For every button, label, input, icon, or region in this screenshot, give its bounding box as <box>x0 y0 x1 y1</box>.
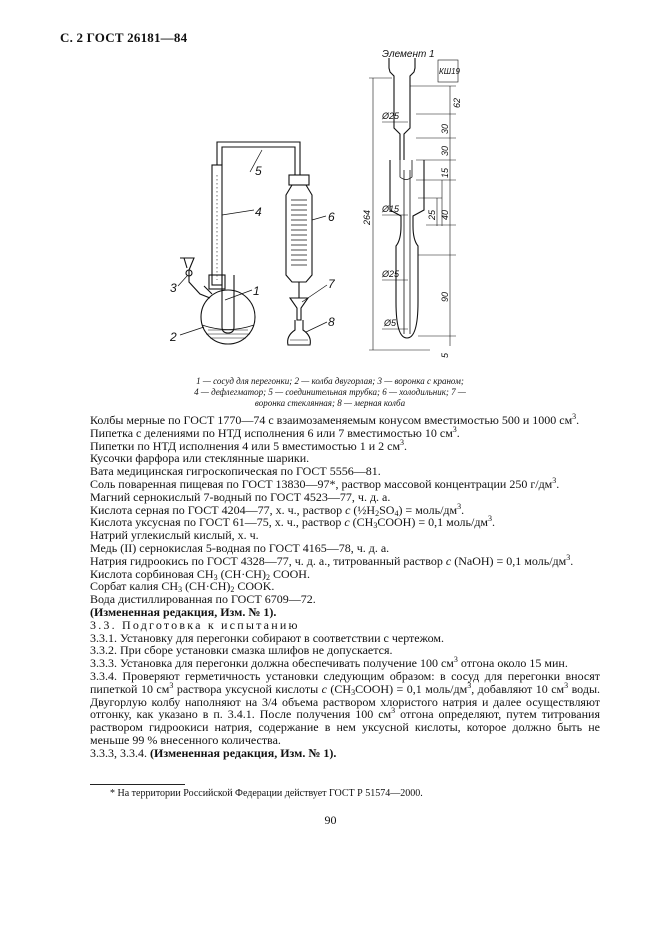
dim-d15: Ø15 <box>382 204 400 214</box>
measuring-flask <box>288 320 311 345</box>
text-line: Кусочки фарфора или стеклянные шарики. <box>90 451 310 466</box>
element-1-label: Элемент 1 <box>382 50 435 60</box>
text-line: Медь (II) сернокислая 5-водная по ГОСТ 4165—78, ч. д. а. <box>90 540 390 555</box>
element-1-cone <box>389 58 415 160</box>
footnote: * На территории Российской Федерации действует ГОСТ Р 51574—2000. <box>110 788 423 799</box>
text-line: Магний сернокислый 7-водный по ГОСТ 4523—77, ч. д. а. <box>90 489 391 504</box>
callout-4: 4 <box>255 205 262 219</box>
dim-30-a: 30 <box>440 123 450 134</box>
document-body <box>90 414 600 760</box>
callout-5: 5 <box>255 164 262 178</box>
text-line: 3.3.2. При сборе установки смазка шлифов не допускается. <box>90 643 393 658</box>
footnote-divider <box>90 784 185 785</box>
section-heading: 3.3. Подготовка к испытанию <box>90 617 300 632</box>
text-line: Пипетки по НТД исполнения 4 или 5 вместимостью 1 и 2 $см^3$. <box>90 437 408 453</box>
dim-15: 15 <box>440 167 450 178</box>
text-line: Соль поваренная пищевая по ГОСТ 13830—97*, раствор массовой концентрации 250 $г/дм^3$. <box>90 475 560 491</box>
amendment-note: 3.3.3, 3.3.4. (Измененная редакция, Изм. № 1). <box>90 745 337 760</box>
text-line: 3.3.1. Установку для перегонки собирают в соответствии с чертежом. <box>90 630 444 645</box>
callout-8: 8 <box>328 315 335 329</box>
figure-caption-line-2: 4 — дефлегматор; 5 — соединительная трубка; 6 — холодильник; 7 — <box>194 387 466 397</box>
callout-2: 2 <box>170 330 177 344</box>
figure-caption-line-1: 1 — сосуд для перегонки; 2 — колба двугорлая; 3 — воронка с краном; <box>196 376 464 386</box>
dim-d25-top: Ø25 <box>382 111 400 121</box>
paragraph-3-3-4: 3.3.4. Проверяют герметичность установки следующим образом: в сосуд для перегонки вносят пипеткой 10 $см^3$ раствора уксусной кислоты c $(CH_3COOH) = 0,1$ моль/$дм^3$, добавляют 10 $см^3$ воды. Двугорлую колбу наполняют на 3/4 объема раствором хлористого натрия и далее осуществляют отгонку, как указано в п. 3.4.1. После получения 100 $см^3$ отгона определяют, путем титрования раствором гидроокиси натрия, содержание в нем уксусной кислоты, которое должно быть не меньше 99 % внесенного количества. <box>90 668 600 747</box>
callout-1: 1 <box>253 284 260 298</box>
callout-6: 6 <box>328 210 335 224</box>
glass-funnel <box>290 298 308 320</box>
element-1-body <box>390 160 424 338</box>
text-line: 3.3.3. Установка для перегонки должна обеспечивать получение 100 $см^3$ отгона около 15 мин. <box>90 655 568 671</box>
text-line: Вата медицинская гигроскопическая по ГОСТ 5556—81. <box>90 464 381 479</box>
text-line: Кислота уксусная по ГОСТ 61—75, х. ч., раствор c $(CH_3COOH) = 0,1$ моль/$дм^3$. <box>90 514 496 531</box>
dim-30-b: 30 <box>440 145 450 156</box>
text-line: Натрий углекислый кислый, х. ч. <box>90 528 259 543</box>
amendment-note: (Измененная редакция, Изм. № 1). <box>90 604 277 619</box>
text-line: Пипетка с делениями по НТД исполнения 6 или 7 вместимостью 10 $см^3$. <box>90 424 460 440</box>
dim-25: 25 <box>427 209 437 220</box>
text-line: Сорбат калия $CH_3$ $(CH\cdot CH)_2$ COOK. <box>90 579 275 595</box>
distillation-vessel <box>222 275 234 333</box>
dim-264: 264 <box>362 209 372 225</box>
condenser <box>286 185 312 282</box>
dim-ksh19: КШ19 <box>439 67 460 76</box>
text-line: Вода дистиллированная по ГОСТ 6709—72. <box>90 592 316 607</box>
dim-62: 62 <box>452 97 462 108</box>
callout-7: 7 <box>328 277 335 291</box>
page-number: 90 <box>324 813 337 827</box>
text-line: Кислота серная по ГОСТ 4204—77, х. ч., раствор c $(\frac{1}{2}H_2SO_4)$ = моль/$дм^3$. <box>90 501 465 518</box>
text-line: Колбы мерные по ГОСТ 1770—74 с взаимозаменяемым конусом вместимостью 500 и 1000 $см^3$. <box>90 412 580 427</box>
text-line: Натрия гидроокись по ГОСТ 4328—77, ч. д. а., титрованный раствор c (NaOH) = 0,1 моль/$дм^3$. <box>90 552 574 568</box>
dim-d5: Ø5 <box>384 318 397 328</box>
dim-5: 5 <box>440 352 450 358</box>
tap-funnel <box>180 258 210 298</box>
page-header: С. 2 ГОСТ 26181—84 <box>60 30 188 45</box>
apparatus-drawing <box>160 50 500 370</box>
dim-d25-bottom: Ø25 <box>382 269 400 279</box>
figure-caption-line-3: воронка стеклянная; 8 — мерная колба <box>254 398 406 408</box>
callout-3: 3 <box>170 281 177 295</box>
text-line: Кислота сорбиновая $CH_3$ $(CH\cdot CH)_2$ COOH. <box>90 566 310 582</box>
dim-40: 40 <box>440 209 450 220</box>
dim-90: 90 <box>440 291 450 302</box>
